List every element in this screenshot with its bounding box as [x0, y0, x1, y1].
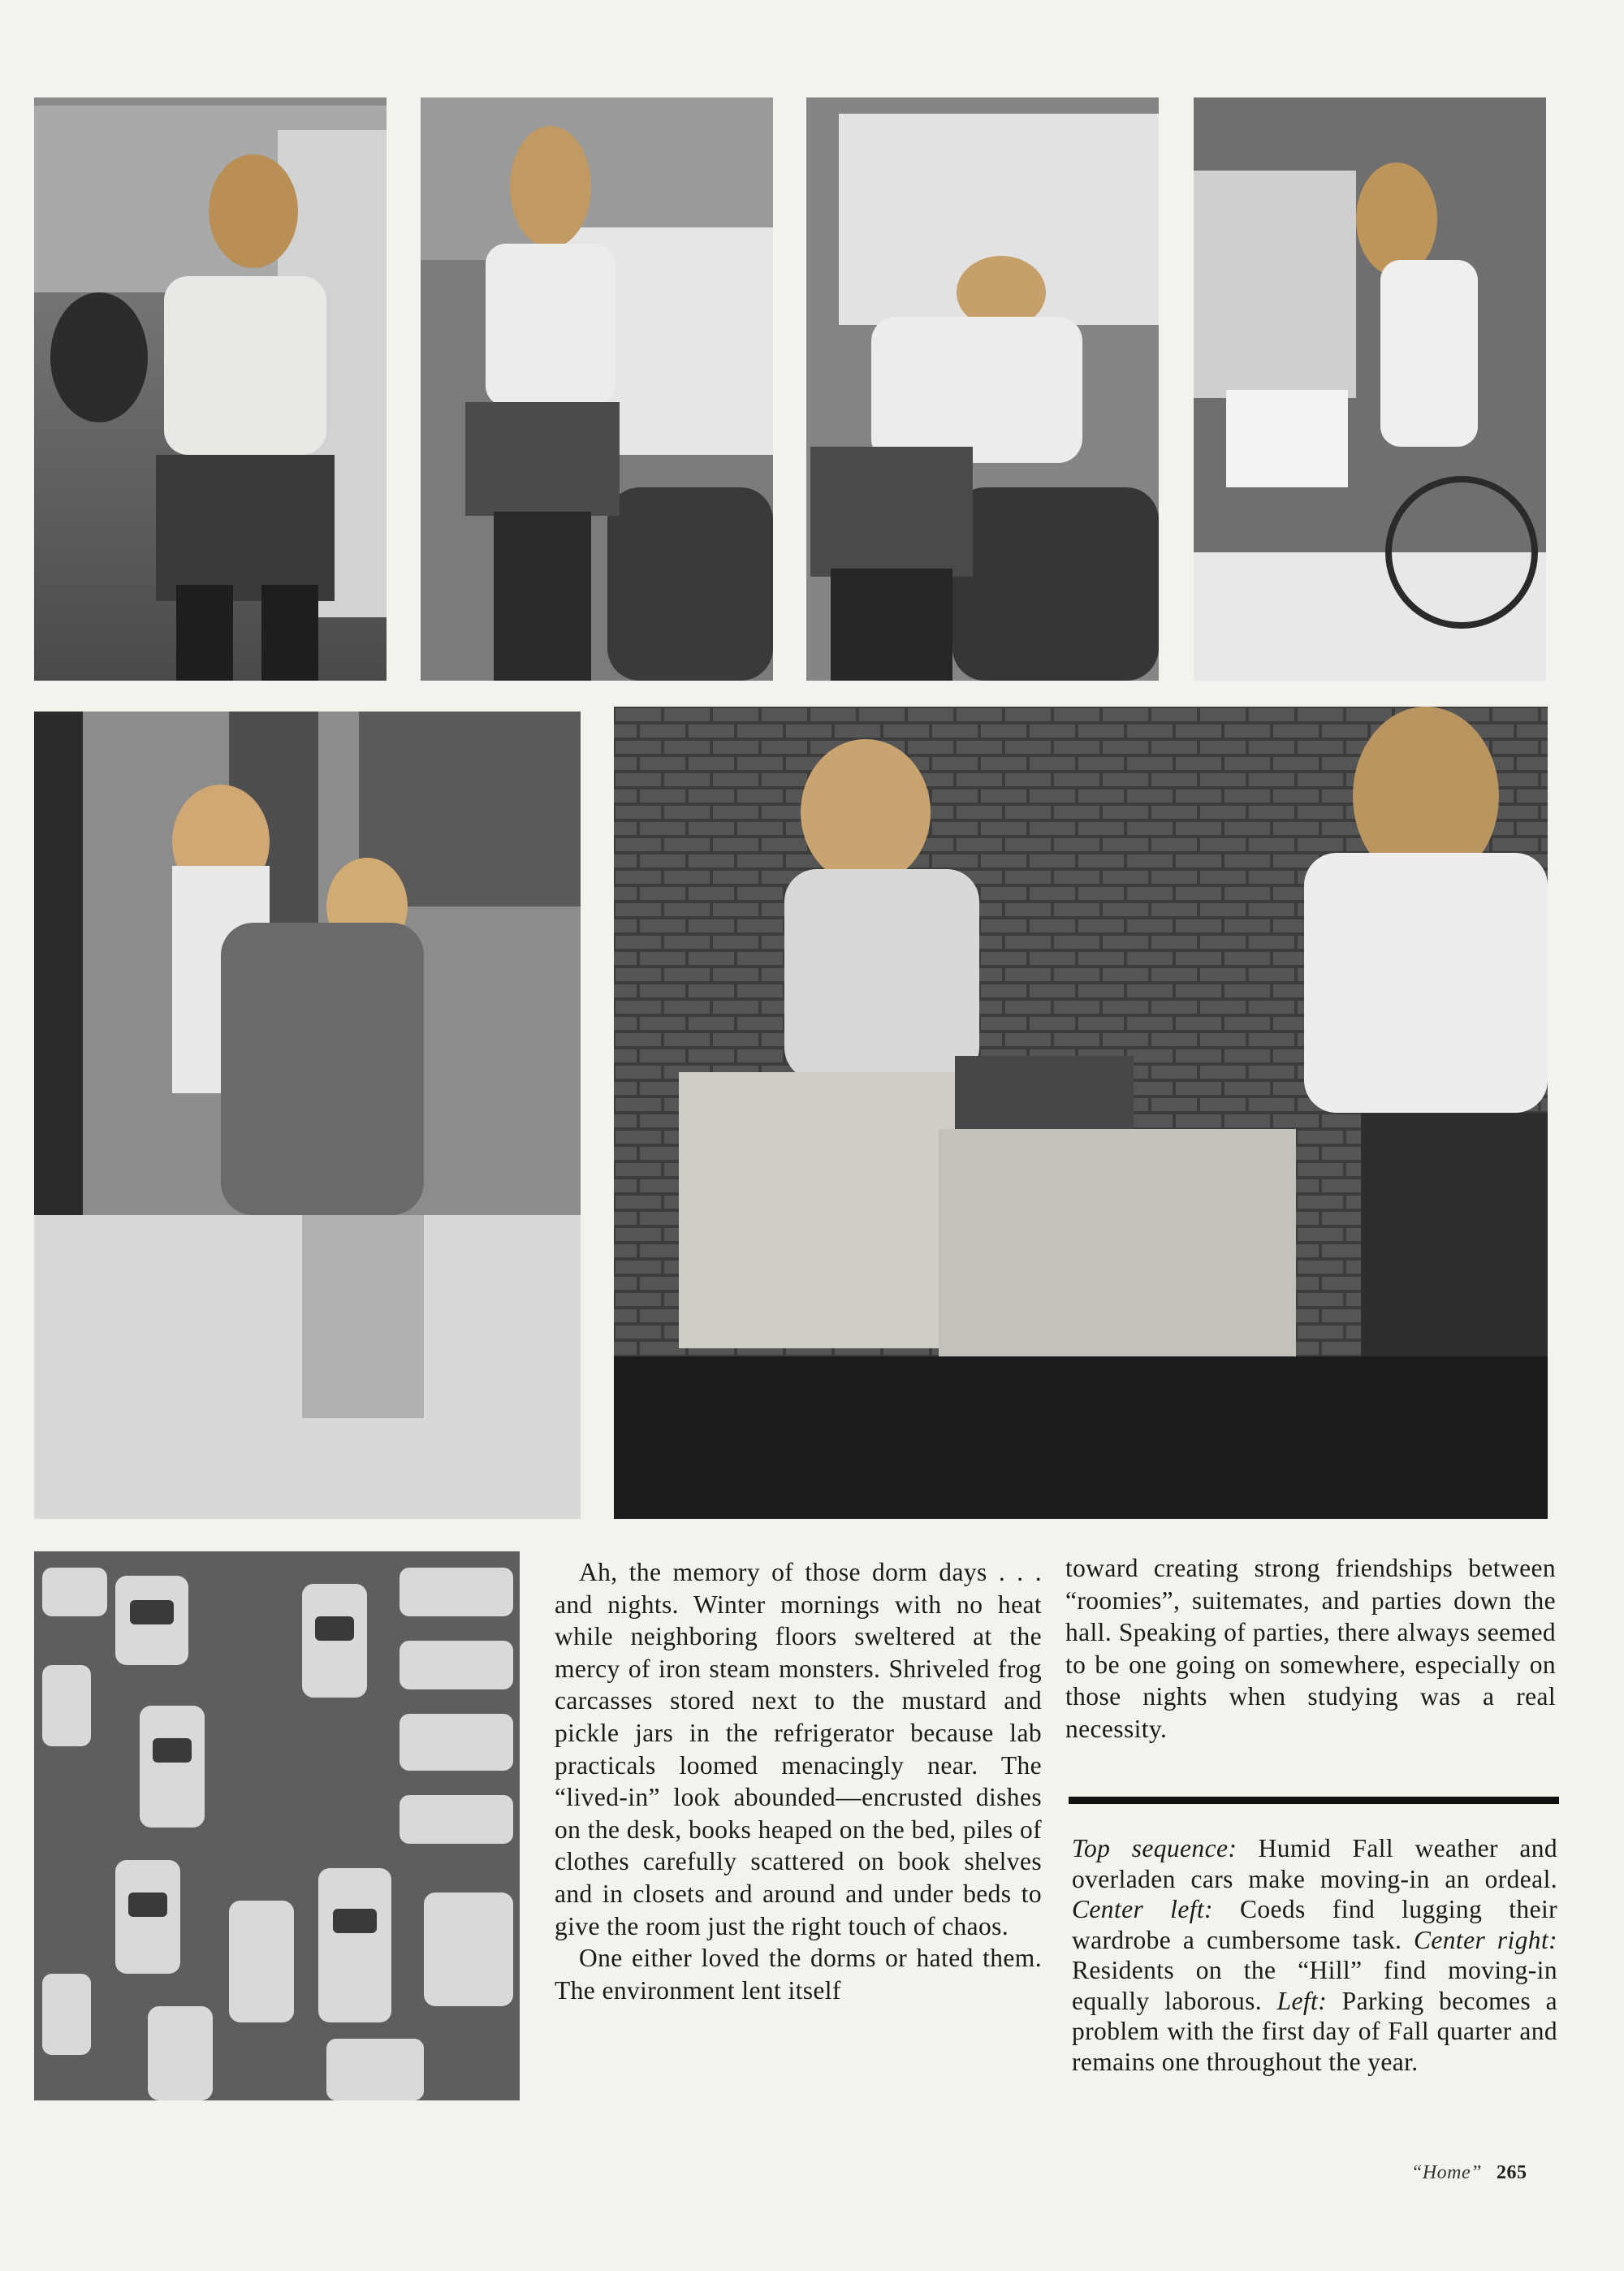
article-paragraph-3: toward creating strong friendships between “roomies”, suitemates, and parties down the hall. Speaking of parties, there always seemed to be one going on somewhere, especially on those nights when studying was a real necessity.	[1065, 1554, 1556, 1743]
caption-divider	[1069, 1797, 1559, 1804]
photo-center-right	[614, 707, 1548, 1519]
photo-top-3-image	[806, 97, 1159, 681]
page-number: 265	[1497, 2162, 1527, 2183]
caption-text-top: Humid Fall weather and overladen cars make moving-in an ordeal.	[1072, 1834, 1557, 1893]
caption-label-center-right: Center right:	[1413, 1925, 1557, 1954]
photo-caption	[1072, 1833, 1557, 2077]
photo-top-1-image	[34, 97, 387, 681]
photo-bottom-left-image	[34, 1551, 520, 2100]
photo-bottom-left	[34, 1551, 520, 2100]
photo-center-right-image	[614, 707, 1548, 1519]
caption-text-left: Parking becomes a problem with the first day of Fall quarter and remains one throughout the year.	[1072, 1986, 1557, 2076]
photo-center-left	[34, 712, 581, 1519]
photo-top-2-image	[421, 97, 773, 681]
caption-label-top: Top sequence:	[1072, 1834, 1259, 1862]
page-folio	[1411, 2162, 1527, 2184]
photo-top-3	[806, 97, 1159, 681]
photo-top-1	[34, 97, 387, 681]
article-paragraph-1: Ah, the memory of those dorm days . . . and nights. Winter mornings with no heat while neighboring floors sweltered at the mercy of iron steam monsters. Shriveled frog carcasses stored next to the mustard and pickle jars in the refrigerator because lab practicals loomed menacingly near. The “lived-in” look abounded—encrusted dishes on the desk, books heaped on the bed, piles of clothes carefully scattered on book shelves and in closets and around and under beds to give the room just the right touch of chaos.	[555, 1558, 1042, 1940]
photo-top-4-image	[1194, 97, 1546, 681]
photo-top-4	[1194, 97, 1546, 681]
caption-label-center-left: Center left:	[1072, 1895, 1240, 1923]
caption-text-center-right: Residents on the “Hill” find moving-in equally laborous.	[1072, 1956, 1557, 2015]
article-paragraph-2: One either loved the dorms or hated them. The environment lent itself	[555, 1944, 1042, 2005]
caption-text-center-left: Coeds find lugging their wardrobe a cumbersome task.	[1072, 1895, 1557, 1954]
photo-center-left-image	[34, 712, 581, 1519]
article-column-1	[555, 1556, 1042, 2006]
photo-top-2	[421, 97, 773, 681]
article-column-2	[1065, 1552, 1556, 1745]
folio-section: “Home”	[1411, 2162, 1483, 2183]
caption-label-left: Left:	[1276, 1986, 1342, 2015]
